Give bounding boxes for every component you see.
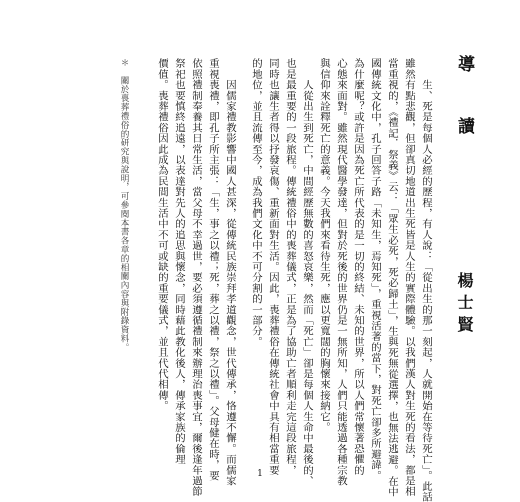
footnote: ＊ 關於喪葬禮俗的研究與說明，可參閱本書各章的相關內容與附錄資料。 (119, 58, 129, 352)
paragraph-line: 的地位，並且流傳至今，成為我們文化中不可分割的一部分。 (250, 58, 262, 347)
paragraph-line: 價值。喪葬禮俗因此成為民間生活中不可或缺的重要儀式，並且代代相傳。 (156, 58, 168, 412)
paragraph-line: 人從出生到死亡，中間經歷無數的喜怒哀樂，然而「死亡」卻是每個人生命中最後的、 (301, 58, 313, 486)
page-number: 1 (257, 469, 263, 479)
paragraph-line: 因儒家禮教影響中國人甚深，從傳統民族崇拜孝道觀念，世代傳承，恪遵不懈。而儒家 (224, 58, 236, 486)
paragraph-line: 雖然有點悲觀，但卻真切地道出生死皆是人生的實際體驗。以我們漢人對生死的看法，都是相 (403, 58, 415, 497)
document-title: 導 讀 (454, 55, 474, 148)
paragraph-line: 重視喪禮，即孔子所主張：「生，事之以禮；死，葬之以禮，祭之以禮」。父母健在時，要 (207, 58, 219, 481)
paragraph-line: 依照禮制奉養其日常生活，當父母不幸過世，要必須遵循禮制來辦理治喪事宜，爾後逢年過節 (190, 58, 202, 497)
paragraph-line: 國傳統文化中，孔子回答子路「未知生，焉知死」，重視活著的當下，對死亡卻多所避諱。 (369, 58, 381, 481)
paragraph-line: 生、死是每個人必經的歷程，有人說：「從出生的那一刻起，人就開始在等待死亡」。此話 (420, 58, 432, 502)
paragraph-line: 與信仰來詮釋死亡的意義。今天我們來看待生死，應以更寬闊的胸懷來接納它。 (318, 58, 330, 433)
paragraph-line: 為什麼呢？或許是因為死亡所代表的是一切的終結、未知的世界，所以人們常懷著恐懼的 (352, 58, 364, 476)
paragraph-line: 心態來面對。雖然現代醫學發達，但對於死後的世界仍是一無所知，人們只能透過各種宗教 (335, 58, 347, 486)
paragraph-line: 也是最重要的一段旅程。傳統禮俗中的喪葬儀式，正是為了協助亡者順利走完這段旅程， (284, 58, 296, 476)
author-name: 楊士賢 (455, 272, 474, 338)
paragraph-line: 祭祀也要慎終追遠，以表達對先人的追思與懷念，同時藉此教化後人，傳承家族的倫理 (173, 58, 185, 465)
paragraph-line: 當重視的，《禮記．祭義》云：「眾生必死，死必歸土」，生與死無從選擇，也無法逃避。在中 (386, 58, 398, 497)
paragraph-line: 同時也讓生者得以抒發哀傷、重新面對生活。因此，喪葬禮俗在傳統社會中具有相當重要 (267, 58, 279, 476)
